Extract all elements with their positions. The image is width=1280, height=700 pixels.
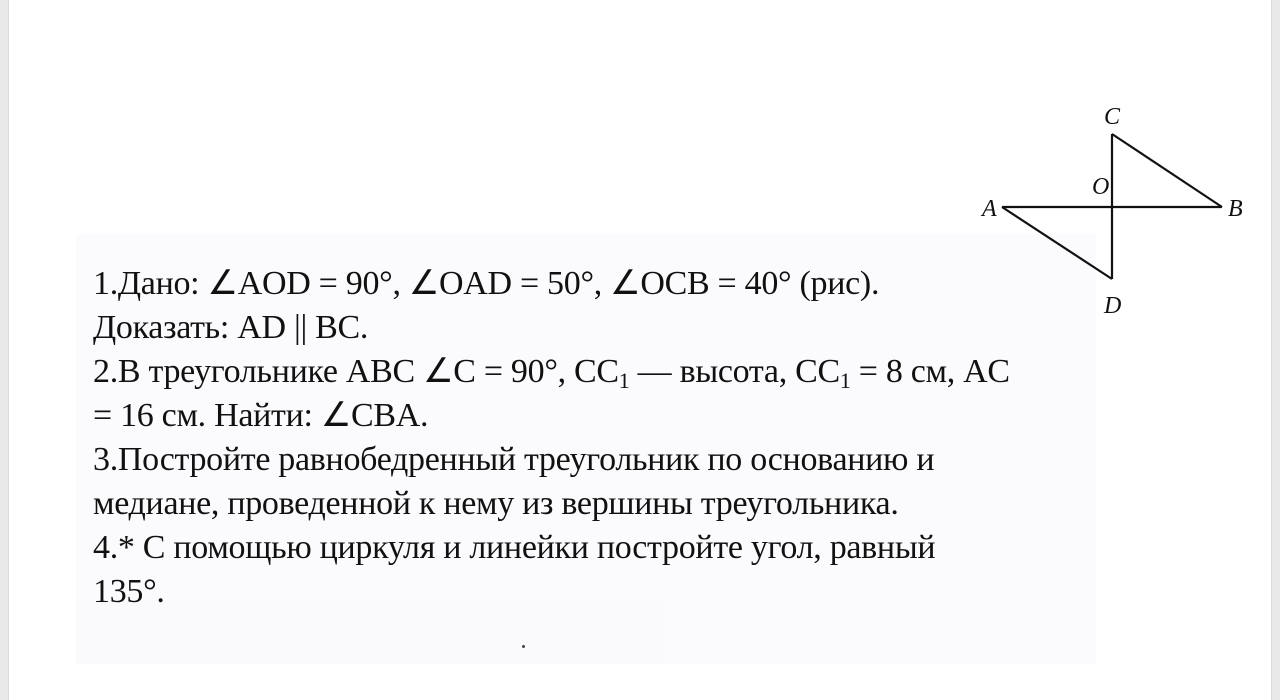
problem-1-given: 1.Дано: ∠AOD = 90°, ∠OAD = 50°, ∠OCB = 40° (рис). [93,265,880,302]
segment-CB [1112,134,1222,207]
subscript-1-second: 1 [839,368,851,393]
label-point-d: D [1104,293,1122,319]
problem-3-line-2: медиане, проведенной к нему из вершины треугольника. [93,485,899,522]
problem-2-line-2: = 16 см. Найти: ∠CBA. [93,397,429,434]
geometry-figure [970,90,1260,330]
subscript-1: 1 [618,368,630,393]
stray-dot [522,645,525,648]
problem-2-line-1 [93,350,1103,394]
label-point-o: O [1092,174,1110,200]
problem-2-text-b: — высота, CC [629,353,840,390]
problem-list [93,262,1103,614]
label-point-c: C [1104,104,1121,130]
problem-1-prove: Доказать: AD || BC. [93,309,369,346]
label-point-b: B [1228,196,1243,222]
problem-2-text-a: 2.В треугольнике ABC ∠C = 90°, CC [93,353,619,390]
label-point-a: A [982,196,997,222]
problem-3-line-1: 3.Постройте равнобедренный треугольник по основанию и [93,441,935,478]
problem-4-line-1: 4.* С помощью циркуля и линейки постройте угол, равный [93,529,936,566]
segment-AD [1002,207,1112,279]
problem-2-text-c: = 8 см, AC [850,353,1010,390]
problem-4-line-2: 135°. [93,573,165,610]
